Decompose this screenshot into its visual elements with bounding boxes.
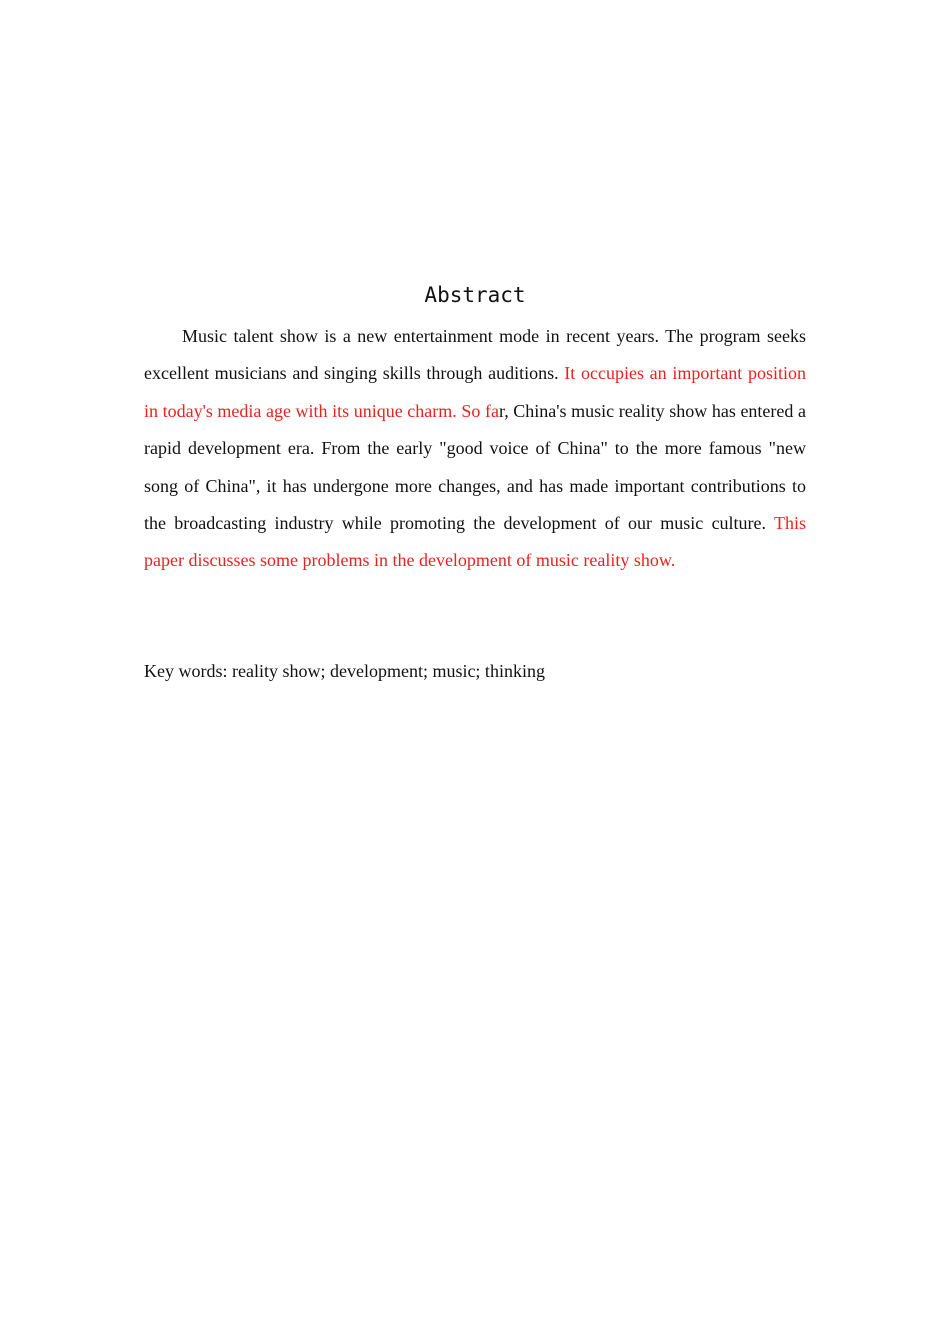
abstract-text-segment: r, China's music reality show has entered a rapid development era. From the early "good voice of China" to the more famous "new song of China", it has undergone more changes, and has made important contributions to the broadcasting industry while promoting the development of our music culture. xyxy=(144,400,806,534)
abstract-text-segment: Music talent show is a new entertainment mode in recent years. The program seeks excellent musicians and singing skills through auditions. xyxy=(144,326,806,384)
abstract-highlighted-segment: This paper discusses some problems in the development of music reality show. xyxy=(144,513,806,571)
abstract-paragraph xyxy=(144,318,806,580)
keywords-line: Key words: reality show; development; music; thinking xyxy=(144,661,545,681)
abstract-title: Abstract xyxy=(424,283,526,307)
abstract-highlighted-segment: It occupies an important position in today's media age with its unique charm. So fa xyxy=(144,363,807,421)
